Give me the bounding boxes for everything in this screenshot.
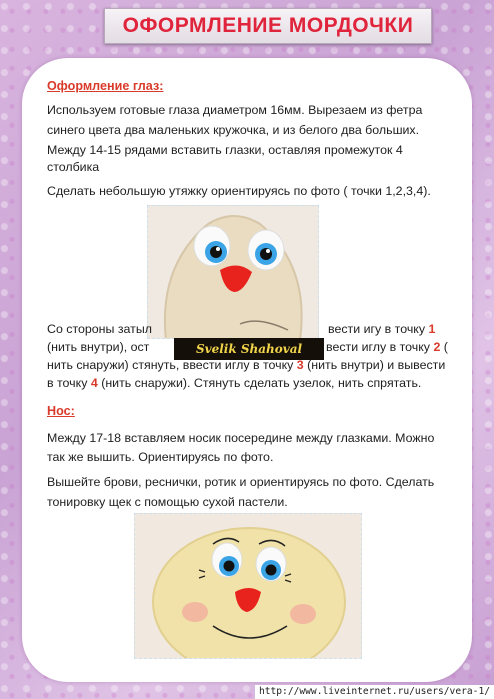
- point-number: 3: [296, 358, 304, 372]
- eyes-heading: Оформление глаз:: [47, 79, 164, 93]
- title-banner: [104, 8, 432, 44]
- eyes-paragraph-line: столбика: [47, 160, 100, 174]
- source-url: http://www.liveinternet.ru/users/vera-1/: [255, 685, 494, 699]
- stitching-text: в точку: [47, 376, 88, 390]
- point-number: 1: [428, 322, 436, 336]
- stitching-text: (нить внутри) и вывести: [303, 358, 446, 372]
- nose-heading: Нос:: [47, 404, 75, 418]
- stitching-text: вести игу в точку: [328, 322, 426, 336]
- stitching-text: вести иглу в точку: [326, 340, 430, 354]
- finished-face-illustration: [135, 514, 362, 659]
- point-number: 4: [90, 376, 98, 390]
- stitching-line-4: [47, 373, 421, 393]
- stitching-line-2b: [326, 337, 448, 357]
- eyes-paragraph-line: Между 14-15 рядами вставить глазки, оставляя промежуток 4: [47, 143, 403, 157]
- eyes-tightening-text: Сделать небольшую утяжку ориентируясь по фото ( точки 1,2,3,4).: [47, 184, 431, 198]
- finished-face-photo: [134, 513, 362, 659]
- watermark-text: Svelik Shahoval: [195, 342, 303, 356]
- stitching-text: нить снаружи) стянуть, ввести иглу в точку: [47, 358, 294, 372]
- stitching-line-3: [47, 355, 445, 375]
- embroidery-paragraph-line: Вышейте брови, реснички, ротик и ориентируясь по фото. Сделать: [47, 475, 435, 489]
- eyes-paragraph-line: Используем готовые глаза диаметром 16мм. Вырезаем из фетра: [47, 103, 423, 117]
- nose-paragraph-line: так же вышить. Ориентируясь по фото.: [47, 450, 274, 464]
- point-number: 2: [433, 340, 441, 354]
- stitching-line-2a: (нить внутри), ост: [47, 340, 150, 354]
- stitching-text: (: [440, 340, 448, 354]
- amigurumi-head-illustration: [148, 206, 319, 339]
- eyes-paragraph-line: синего цвета два маленьких кружочка, и из белого два больших.: [47, 123, 420, 137]
- stitching-text: (нить снаружи). Стянуть сделать узелок, нить спрятать.: [97, 376, 422, 390]
- page-title: ОФОРМЛЕНИЕ МОРДОЧКИ: [122, 14, 414, 37]
- stitching-line-1b: [328, 319, 435, 339]
- nose-paragraph-line: Между 17-18 вставляем носик посередине между глазками. Можно: [47, 431, 435, 445]
- amigurumi-head-photo: [147, 205, 319, 339]
- stitching-line-1a: Со стороны затыл: [47, 322, 152, 336]
- embroidery-paragraph-line: тонировку щек с помощью сухой пастели.: [47, 495, 288, 509]
